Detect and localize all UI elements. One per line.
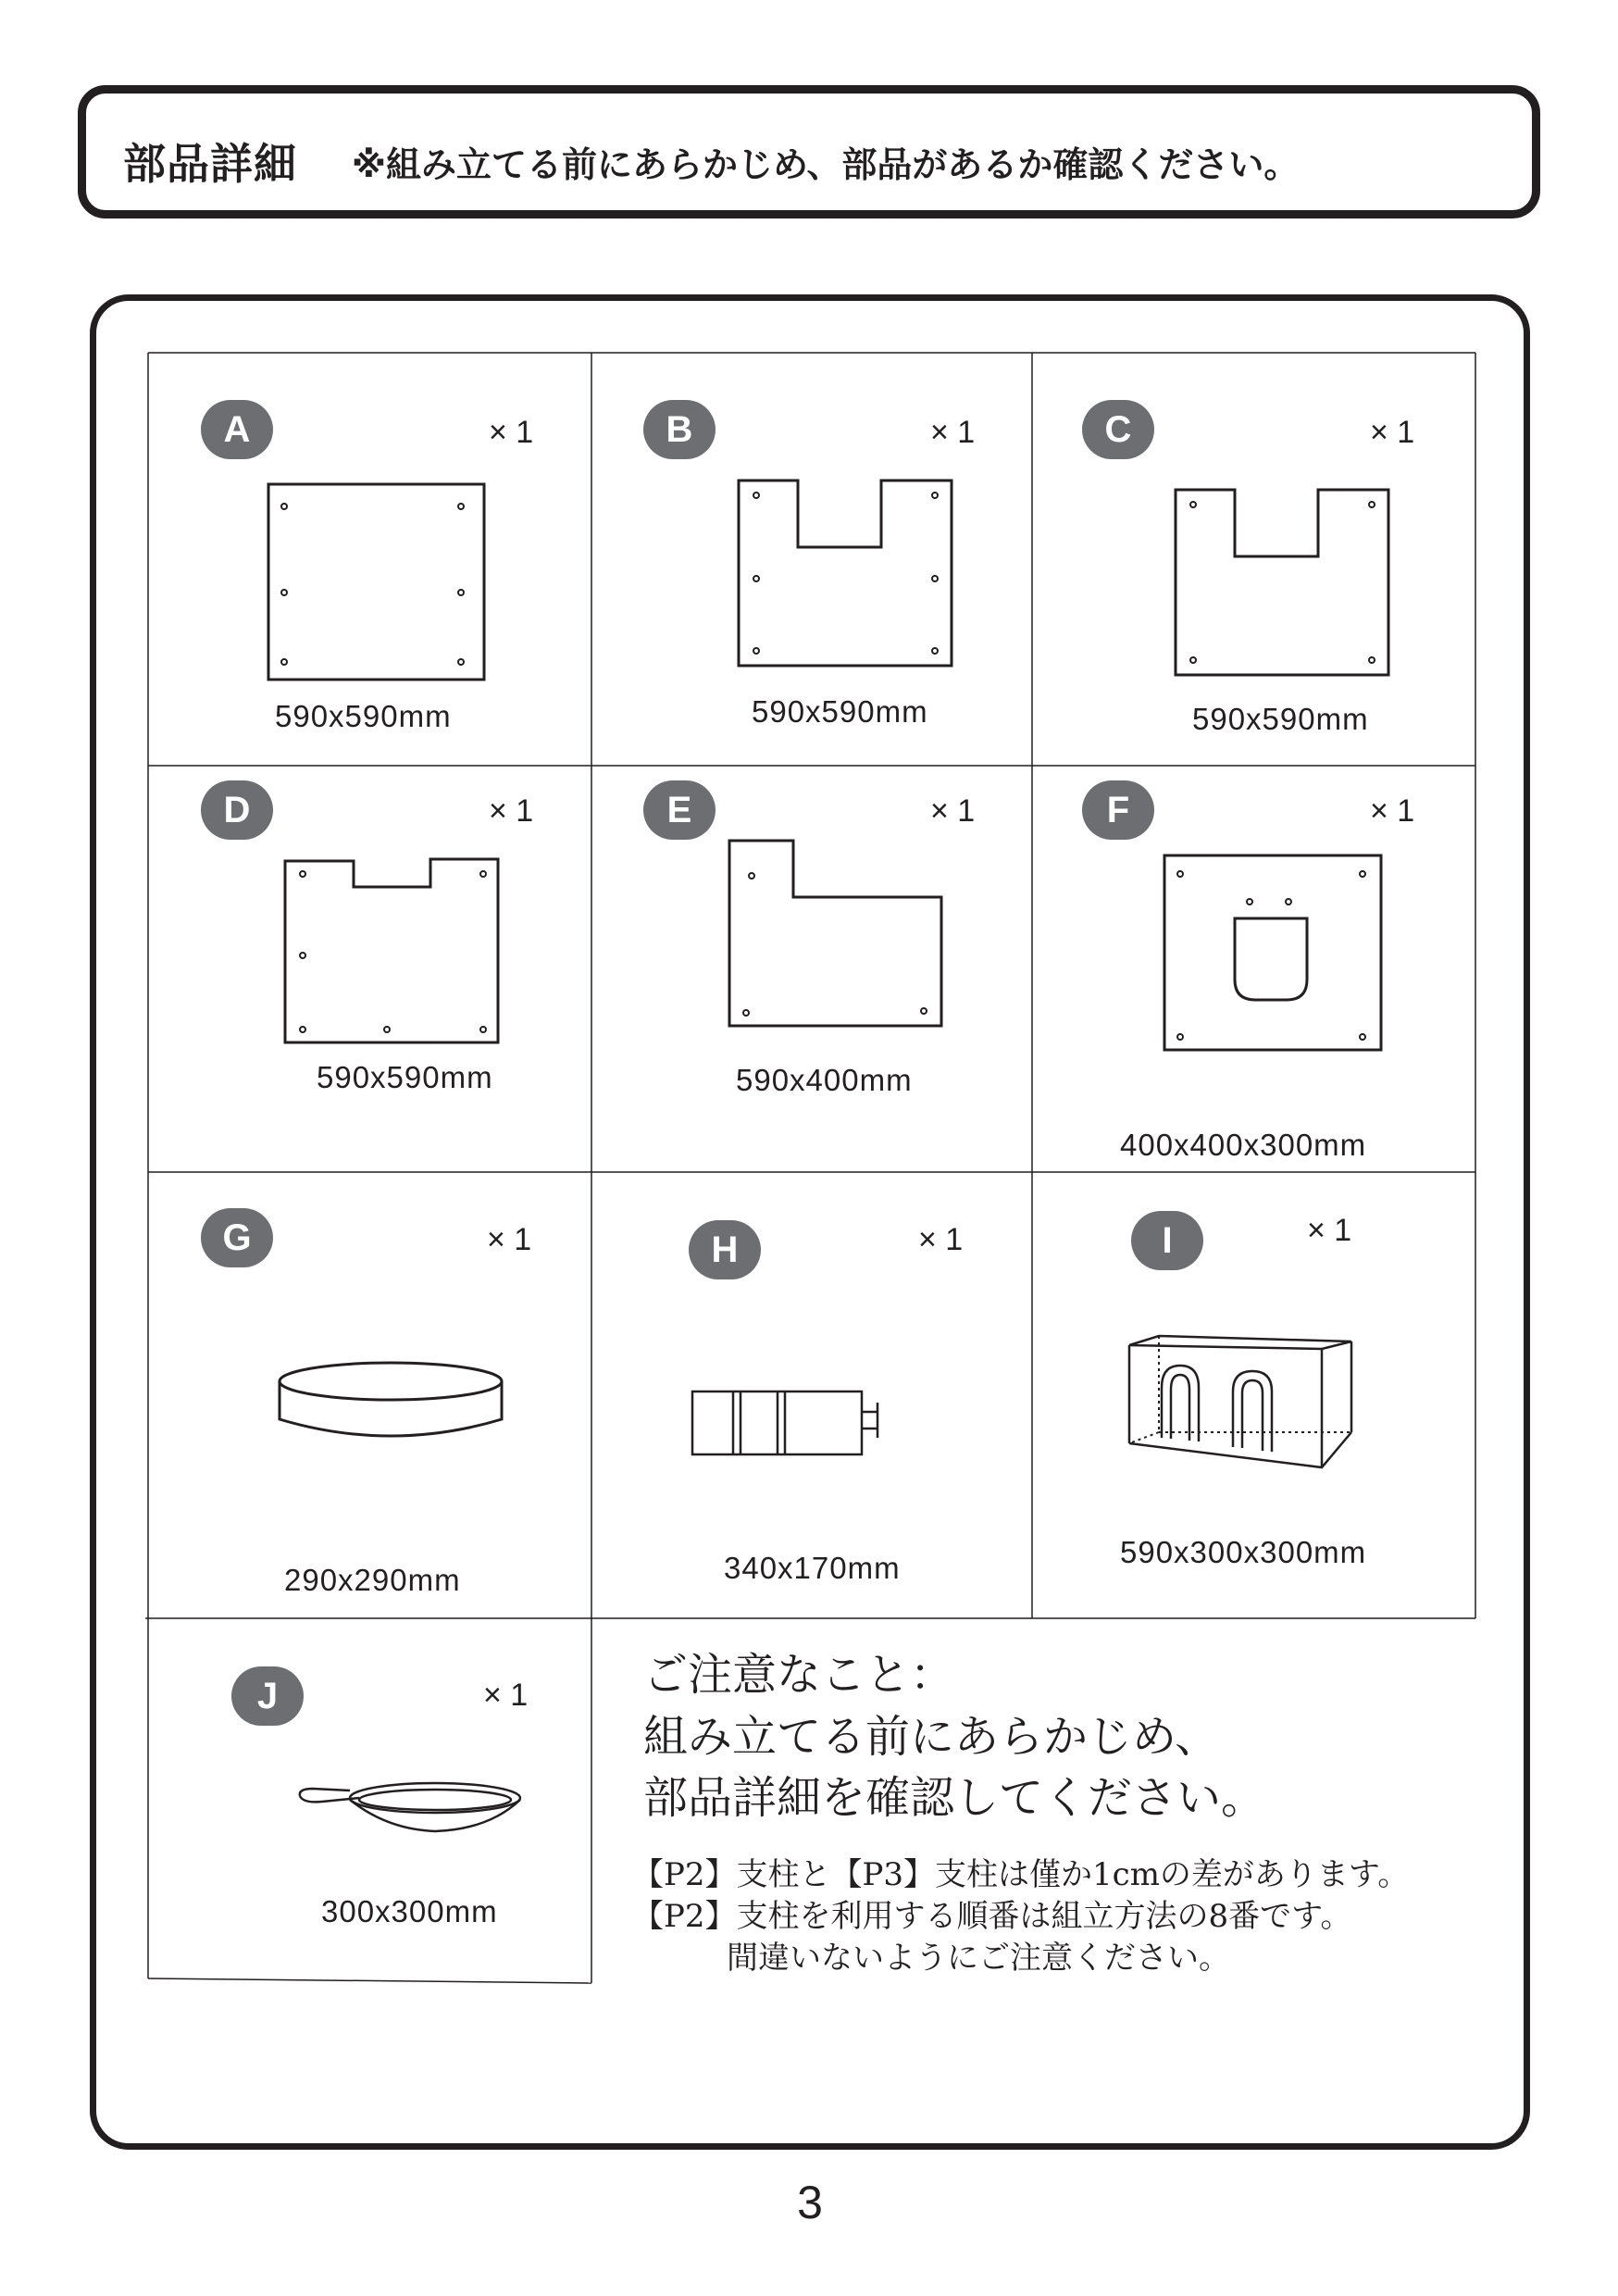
cat-house-box-icon (1120, 1329, 1361, 1486)
header-note: ※組み立てる前にあらかじめ、部品があるか確認ください。 (352, 144, 1300, 185)
part-dimension: 590x590mm (752, 694, 928, 729)
part-letter-badge: J (231, 1666, 304, 1726)
part-dimension: 300x300mm (321, 1894, 498, 1928)
part-letter-badge: C (1082, 400, 1154, 459)
part-quantity: × 1 (930, 793, 976, 829)
part-quantity: × 1 (1307, 1213, 1352, 1248)
part-quantity: × 1 (489, 415, 534, 450)
part-dimension: 340x170mm (724, 1551, 901, 1585)
round-platform-icon (273, 1356, 514, 1449)
part-dimension: 590x590mm (317, 1060, 493, 1094)
part-quantity: × 1 (930, 415, 976, 450)
part-quantity: × 1 (1370, 415, 1415, 450)
caution-title: ご注意なこと： (643, 1649, 955, 1701)
part-dimension: 400x400x300mm (1120, 1128, 1367, 1162)
part-letter-badge: E (643, 780, 716, 840)
panel-e-l-shape-icon (722, 835, 953, 1039)
part-letter-badge: B (643, 400, 716, 459)
part-letter-badge: A (201, 400, 273, 459)
part-dimension: 590x400mm (736, 1063, 913, 1097)
part-letter-badge: H (689, 1220, 761, 1279)
part-quantity: × 1 (483, 1678, 529, 1713)
header-title: 部品詳細 (123, 139, 297, 189)
part-dimension: 590x590mm (275, 699, 452, 733)
part-letter-badge: D (201, 780, 273, 840)
panel-c-notched-icon (1168, 486, 1409, 690)
caution-line: 部品詳細を確認してください。 (643, 1772, 1266, 1824)
hammock-bowl-icon (294, 1778, 517, 1852)
part-quantity: × 1 (1370, 793, 1415, 829)
part-letter-badge: G (201, 1208, 273, 1267)
panel-a-square-icon (259, 477, 500, 690)
caution-line: 組み立てる前にあらかじめ、 (643, 1711, 1220, 1763)
part-dimension: 290x290mm (284, 1563, 461, 1597)
part-quantity: × 1 (489, 793, 534, 829)
panel-f-opening-icon (1157, 850, 1388, 1054)
panel-d-shallow-notch-icon (278, 852, 509, 1055)
caution-note: 【P2】支柱を利用する順番は組立方法の8番です。 (632, 1898, 1352, 1935)
part-dimension: 590x590mm (1192, 702, 1369, 736)
part-dimension: 590x300x300mm (1120, 1535, 1367, 1569)
page-number: 3 (797, 2177, 823, 2228)
caution-note: 【P2】支柱と【P3】支柱は僅か1cmの差があります。 (632, 1856, 1410, 1893)
part-quantity: × 1 (487, 1222, 532, 1257)
part-letter-badge: I (1131, 1211, 1203, 1270)
part-quantity: × 1 (918, 1222, 964, 1257)
caution-note: 間違いないようにご注意ください。 (727, 1940, 1230, 1977)
panel-b-notched-icon (731, 477, 972, 680)
part-letter-badge: F (1082, 780, 1154, 840)
scratching-post-icon (687, 1384, 890, 1467)
